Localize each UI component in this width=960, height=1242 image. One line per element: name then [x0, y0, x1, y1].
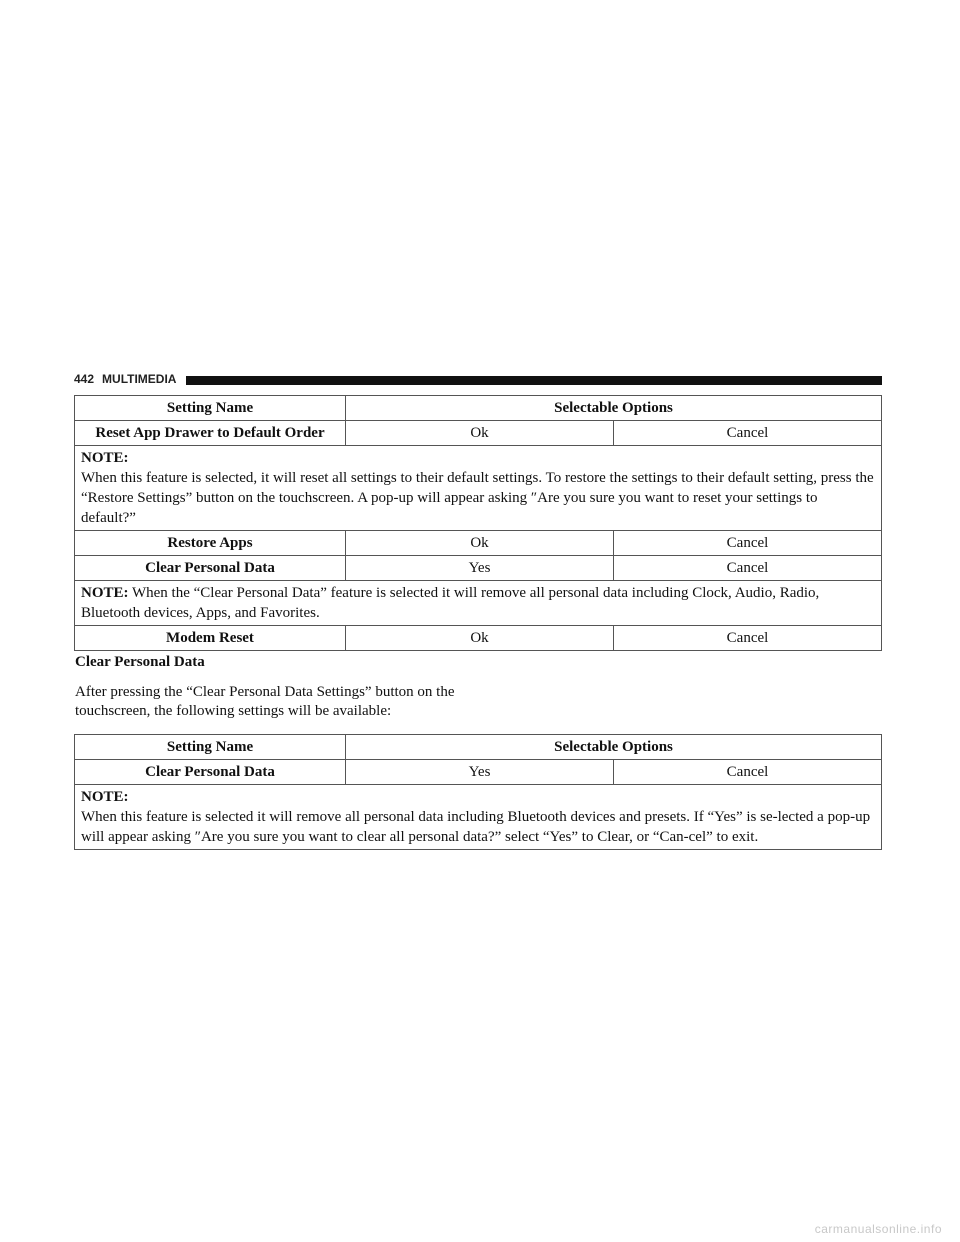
setting-reset-app-drawer: Reset App Drawer to Default Order [75, 421, 346, 446]
table-row [75, 421, 882, 446]
option-cancel: Cancel [614, 421, 882, 446]
setting-clear-personal-data: Clear Personal Data [75, 556, 346, 581]
table-header-row [75, 735, 882, 760]
table-row [75, 626, 882, 651]
page-number: 442 [74, 372, 95, 386]
option-cancel: Cancel [614, 531, 882, 556]
note-text: When this feature is selected, it will reset all settings to their default settings. To restore the settings to their default setting, press the “Restore Settings” button on the touchscreen. A pop-up will appear asking ″Are you sure you want to reset your settings to default?” [81, 470, 874, 526]
table-row [75, 556, 882, 581]
note-label: NOTE: [81, 585, 129, 601]
setting-clear-personal-data: Clear Personal Data [75, 760, 346, 785]
section-intro: After pressing the “Clear Personal Data Settings” button on the touchscreen, the following settings will be available: [75, 684, 455, 719]
note-cell [75, 785, 882, 850]
option-yes: Yes [346, 760, 614, 785]
note-row [75, 581, 882, 626]
header-selectable-options: Selectable Options [346, 735, 882, 760]
option-cancel: Cancel [614, 556, 882, 581]
note-text: When the “Clear Personal Data” feature is selected it will remove all personal data including Clock, Audio, Radio, Bluetooth devices, Apps, and Favorites. [81, 585, 820, 621]
note-row [75, 446, 882, 531]
note-cell [75, 446, 882, 531]
note-text: When this feature is selected it will remove all personal data including Bluetooth devices and presets. If “Yes” is se-lected a pop-up will appear asking ″Are you sure you want to clear all personal data?” select “Yes” to Clear, or “Can-cel” to exit. [81, 809, 871, 845]
note-label: NOTE: [81, 450, 129, 466]
table-row [75, 760, 882, 785]
header-rule [186, 376, 882, 385]
header-setting-name: Setting Name [75, 396, 346, 421]
option-ok: Ok [346, 421, 614, 446]
setting-restore-apps: Restore Apps [75, 531, 346, 556]
settings-table-clear-personal-data [74, 734, 882, 850]
option-cancel: Cancel [614, 760, 882, 785]
note-cell [75, 581, 882, 626]
section-title: MULTIMEDIA [102, 372, 177, 386]
option-ok: Ok [346, 531, 614, 556]
header-selectable-options: Selectable Options [346, 396, 882, 421]
page-header [74, 370, 882, 388]
watermark: carmanualsonline.info [814, 1222, 942, 1236]
table-row [75, 531, 882, 556]
option-ok: Ok [346, 626, 614, 651]
table-header-row [75, 396, 882, 421]
option-cancel: Cancel [614, 626, 882, 651]
setting-modem-reset: Modem Reset [75, 626, 346, 651]
header-setting-name: Setting Name [75, 735, 346, 760]
note-label: NOTE: [81, 789, 129, 805]
settings-table-reset [74, 395, 882, 651]
section-heading: Clear Personal Data [75, 654, 205, 670]
note-row [75, 785, 882, 850]
option-yes: Yes [346, 556, 614, 581]
